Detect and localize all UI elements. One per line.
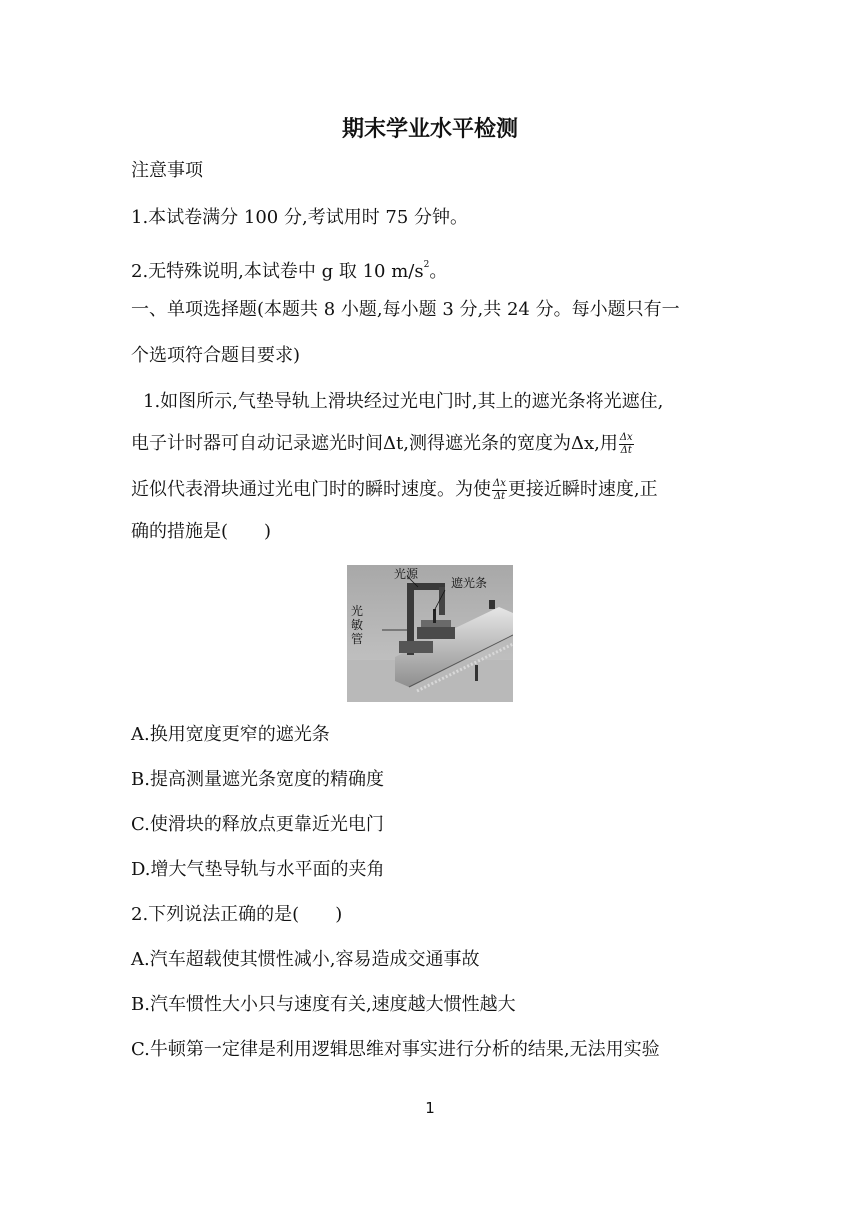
delta-x-over-delta-t-fraction [619,432,634,457]
q2-option-b: B.汽车惯性大小只与速度有关,速度越大惯性越大 [131,994,516,1015]
q1-stem-line-2-text: 电子计时器可自动记录遮光时间Δt,测得遮光条的宽度为Δx,用 [131,433,618,454]
air-track-photo [347,565,513,702]
page-title: 期末学业水平检测 [341,117,518,142]
notice-heading: 注意事项 [131,160,203,181]
notice-item-2 [131,251,447,286]
notice-item-2-end: 。 [429,261,448,282]
q1-option-c: C.使滑块的释放点更靠近光电门 [131,814,384,835]
label-light-source: 光源 [394,567,419,581]
fraction-numerator: Δx [493,477,506,489]
fraction-denominator: Δt [620,444,632,456]
label-shading-strip: 遮光条 [451,576,488,590]
notice-item-2-text: 2.无特殊说明,本试卷中 g 取 10 m/s [131,261,424,282]
superscript-2: 2 [423,260,430,270]
fraction-numerator: Δx [619,431,633,443]
label-photo-tube-3: 管 [351,632,364,646]
q1-stem-line-3-text: 近似代表滑块通过光电门时的瞬时速度。为使 [131,479,491,500]
fraction-denominator: Δt [493,490,506,502]
q1-stem-line-3-end: 更接近瞬时速度,正 [507,479,658,500]
q1-stem-line-2 [131,430,635,458]
q2-option-c: C.牛顿第一定律是利用逻辑思维对事实进行分析的结果,无法用实验 [131,1039,660,1060]
delta-x-over-delta-t-fraction-2 [492,478,507,503]
notice-item-1: 1.本试卷满分 100 分,考试用时 75 分钟。 [131,207,469,228]
shading-strip [433,609,436,623]
page-number: 1 [425,1099,435,1117]
q1-stem-line-4: 确的措施是( ) [131,521,272,542]
q1-stem-line-1: 1.如图所示,气垫导轨上滑块经过光电门时,其上的遮光条将光遮住, [143,391,664,412]
label-photo-tube-2: 敏 [351,618,364,632]
q2-stem: 2.下列说法正确的是( ) [131,904,343,925]
q1-option-a: A.换用宽度更窄的遮光条 [131,724,330,745]
q1-option-d: D.增大气垫导轨与水平面的夹角 [131,859,385,880]
section-heading-line-2: 个选项符合题目要求) [131,345,301,366]
label-photo-tube-1: 光 [351,604,364,618]
q1-option-b: B.提高测量遮光条宽度的精确度 [131,769,384,790]
section-heading-line-1: 一、单项选择题(本题共 8 小题,每小题 3 分,共 24 分。每小题只有一 [131,299,680,320]
q2-option-a: A.汽车超载使其惯性减小,容易造成交通事故 [131,949,480,970]
q1-stem-line-3 [131,476,658,504]
